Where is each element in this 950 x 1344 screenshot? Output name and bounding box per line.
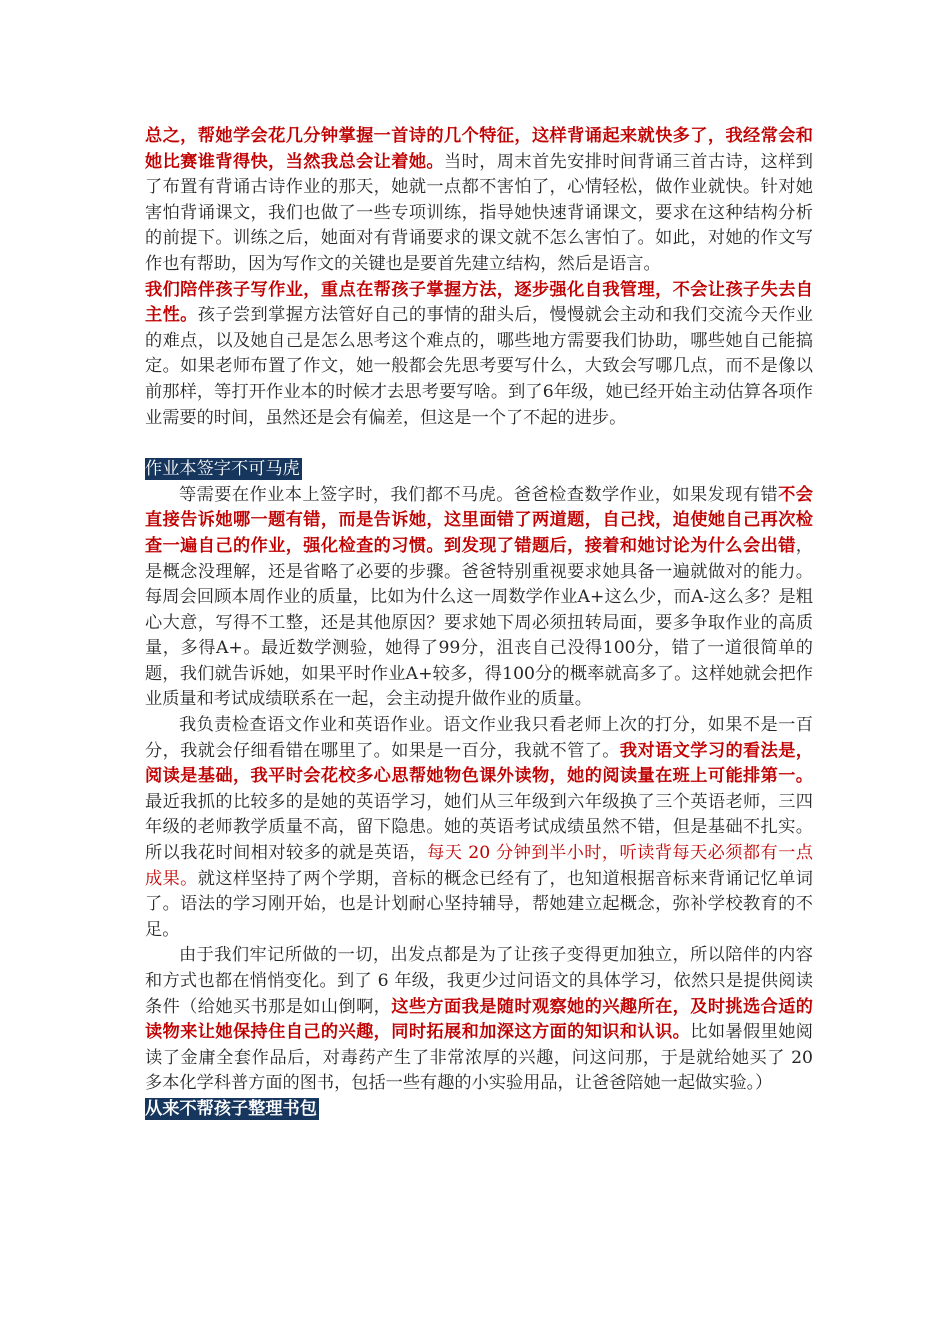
emphasis-text: 我对语文学习的看法是，阅读是基础，我平时会花校多心思帮她物色课外读物，她的阅读量在班上可能排第一。 bbox=[145, 740, 813, 787]
paragraph-math-check bbox=[145, 483, 813, 713]
emphasis-text: 总之，帮她学会花几分钟掌握一首诗的几个特征，这样背诵起来就快多了，我经常会和她比赛谁背得快，当然我总会让着她。 bbox=[145, 126, 813, 172]
emphasis-text: 我们陪伴孩子写作业，重点在帮孩子掌握方法，逐步强化自我管理，不会让孩子失去自主性。 bbox=[145, 279, 813, 326]
section-heading-schoolbag: 从来不帮孩子整理书包 bbox=[145, 1098, 317, 1119]
section-heading-signing: 作业本签字不可马虎 bbox=[145, 459, 300, 480]
body-text: 我负责检查语文作业和英语作业。语文作业我只看老师上次的打分，如果不是一百分，我就会仔细看错在哪里了。如果是一百分，我就不管了。 bbox=[145, 715, 813, 761]
body-text: 就这样坚持了两个学期，音标的概念已经有了，也知道根据音标来背诵记忆单词了。语法的学习刚开始，也是计划耐心坚持辅导，帮她建立起概念，弥补学校教育的不足。 bbox=[145, 868, 813, 940]
body-text: 比如暑假里她阅读了金庸全套作品后，对毒药产生了非常浓厚的兴趣，问这问那，于是就给她买了 20 多本化学科普方面的图书，包括一些有趣的小实验用品，让爸爸陪她一起做实验。） bbox=[145, 1022, 813, 1094]
body-text: 最近我抓的比较多的是她的英语学习，她们从三年级到六年级换了三个英语老师，三四年级的老师教学质量不高，留下隐患。她的英语考试成绩虽然不错，但是基础不扎实。所以我花时间相对较多的就是英语， bbox=[145, 791, 813, 864]
paragraph-chinese-english bbox=[145, 713, 813, 943]
section-heading-wrapper bbox=[145, 1097, 813, 1123]
body-text: ，是概念没理解，还是省略了必要的步骤。爸爸特别重视要求她具备一遍就做对的能力。每周会回顾本周作业的质量，比如为什么这一周数学作业A+这么少，而A-这么多？是粗心大意，写得不工整，还是其他原因？要求她下周必须扭转局面，要多争取作业的高质量，多得A+。最近数学测验，她得了99分，沮丧自己没得100分，错了一道很简单的题，我们就告诉她，如果平时作业A+较多，得100分的概率就高多了。这样她就会把作业质量和考试成绩联系在一起，会主动提升做作业的质量。 bbox=[145, 535, 813, 710]
body-text: 等需要在作业本上签字时，我们都不马虎。爸爸检查数学作业，如果发现有错 bbox=[179, 484, 779, 505]
paragraph-poem-memorization bbox=[145, 124, 813, 278]
section-gap bbox=[145, 431, 813, 457]
emphasis-text-plain: 每天 20 分钟到半小时，听读背每天必须都有一点成果。 bbox=[145, 843, 813, 889]
emphasis-text: 不会直接告诉她哪一题有错，而是告诉她，这里面错了两道题，自己找，迫使她自己再次检查一遍自己的作业，强化检查的习惯。到发现了错题后，接着和她讨论为什么会出错 bbox=[145, 484, 813, 556]
paragraph-independence bbox=[145, 943, 813, 1097]
body-text: 孩子尝到掌握方法管好自己的事情的甜头后，慢慢就会主动和我们交流今天作业的难点，以及她自己是怎么思考这个难点的，哪些地方需要我们协助，哪些她自己能搞定。如果老师布置了作文，她一般都会先思考要写什么，大致会写哪几点，而不是像以前那样，等打开作业本的时候才去思考要写啥。到了6年级，她已经开始主动估算各项作业需要的时间，虽然还是会有偏差，但这是一个了不起的进步。 bbox=[145, 305, 813, 428]
section-heading-wrapper bbox=[145, 457, 813, 483]
body-text: 由于我们牢记所做的一切，出发点都是为了让孩子变得更加独立，所以陪伴的内容和方式也都在悄悄变化。到了 6 年级，我更少过问语文的具体学习，依然只是提供阅读条件（给她买书那是如山倒啊， bbox=[145, 945, 813, 1017]
document-body bbox=[145, 124, 813, 1123]
body-text: 当时，周末首先安排时间背诵三首古诗，这样到了布置有背诵古诗作业的那天，她就一点都不害怕了，心情轻松，做作业就快。针对她害怕背诵课文，我们也做了一些专项训练，指导她快速背诵课文，要求在这种结构分析的前提下。训练之后，她面对有背诵要求的课文就不怎么害怕了。如此，对她的作文写作也有帮助，因为写作文的关键也是要首先建立结构，然后是语言。 bbox=[145, 151, 813, 274]
emphasis-text: 这些方面我是随时观察她的兴趣所在，及时挑选合适的读物来让她保持住自己的兴趣，同时拓展和加深这方面的知识和认识。 bbox=[145, 996, 813, 1043]
paragraph-homework-method bbox=[145, 278, 813, 432]
